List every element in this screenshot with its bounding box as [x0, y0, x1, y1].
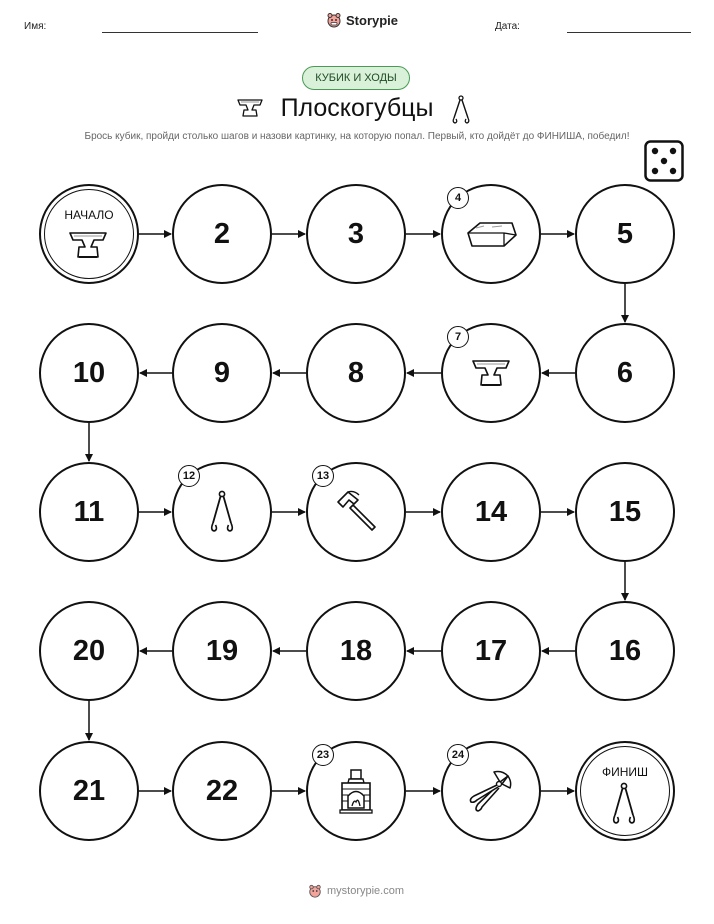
- board-cell-14: [441, 462, 541, 562]
- board-cell-8: [306, 323, 406, 423]
- cell-number: 19: [205, 634, 239, 667]
- cell-number: 22: [205, 774, 239, 807]
- board-cell-3: [306, 184, 406, 284]
- board-cell-21: [39, 741, 139, 841]
- cell-number: 8: [347, 356, 365, 389]
- cell-number: 16: [608, 634, 642, 667]
- forge-icon: [336, 768, 376, 814]
- finish-label: ФИНИШ: [601, 765, 649, 779]
- board-cell-16: [575, 601, 675, 701]
- hammer-icon: [332, 488, 380, 536]
- brand-name: Storypie: [346, 12, 399, 28]
- cell-number: 5: [616, 217, 634, 250]
- cell-number: 3: [347, 217, 365, 250]
- board-cell-22: [172, 741, 272, 841]
- board-cell-5: [575, 184, 675, 284]
- tongs-icon: [207, 489, 237, 535]
- cell-number: 18: [339, 634, 373, 667]
- cell-number-badge: 23: [312, 744, 334, 766]
- cell-number: 21: [72, 774, 106, 807]
- cell-number: 11: [73, 495, 105, 528]
- tongs-icon: [609, 781, 639, 832]
- cell-number: 15: [608, 495, 642, 528]
- cell-number: 2: [213, 217, 231, 250]
- start-label: НАЧАЛО: [64, 208, 114, 222]
- board-cell-23: [306, 741, 406, 841]
- footer-site: mystorypie.com: [327, 885, 405, 897]
- board-cell-12: [172, 462, 272, 562]
- footer: [308, 884, 404, 898]
- name-label: Имя:: [24, 21, 47, 32]
- cell-number-badge: 12: [178, 465, 200, 487]
- cell-number-badge: 24: [447, 744, 469, 766]
- board-cell-19: [172, 601, 272, 701]
- finish-cell: [575, 741, 675, 841]
- ingot-icon: [462, 215, 520, 253]
- board-cell-10: [39, 323, 139, 423]
- board-cell-4: [441, 184, 541, 284]
- board-cell-15: [575, 462, 675, 562]
- cell-number-badge: 13: [312, 465, 334, 487]
- anvil-icon: [470, 354, 512, 392]
- game-type-badge: КУБИК И ХОДЫ: [302, 66, 410, 90]
- cell-number: 6: [616, 356, 634, 389]
- page-title: Плоскогубцы: [280, 94, 434, 122]
- board-cell-20: [39, 601, 139, 701]
- board-cell-6: [575, 323, 675, 423]
- board-cell-13: [306, 462, 406, 562]
- cell-number: 10: [72, 356, 106, 389]
- cell-number: 17: [474, 634, 508, 667]
- cell-number: 9: [213, 356, 231, 389]
- cell-number: 20: [72, 634, 106, 667]
- board-cell-24: [441, 741, 541, 841]
- pliers-icon: [466, 766, 516, 816]
- date-label: Дата:: [495, 21, 520, 32]
- cell-number-badge: 4: [447, 187, 469, 209]
- start-cell: [39, 184, 139, 284]
- board-cell-11: [39, 462, 139, 562]
- instructions: Брось кубик, пройди столько шагов и назови картинку, на которую попал. Первый, кто дойдёт до ФИНИША, победил!: [84, 131, 630, 142]
- anvil-icon: [67, 226, 109, 269]
- cell-number-badge: 7: [447, 326, 469, 348]
- storypie-mascot-icon: [308, 884, 322, 898]
- board-cell-17: [441, 601, 541, 701]
- board-cell-9: [172, 323, 272, 423]
- board-cell-18: [306, 601, 406, 701]
- board-cell-7: [441, 323, 541, 423]
- cell-number: 14: [474, 495, 508, 528]
- board-cell-2: [172, 184, 272, 284]
